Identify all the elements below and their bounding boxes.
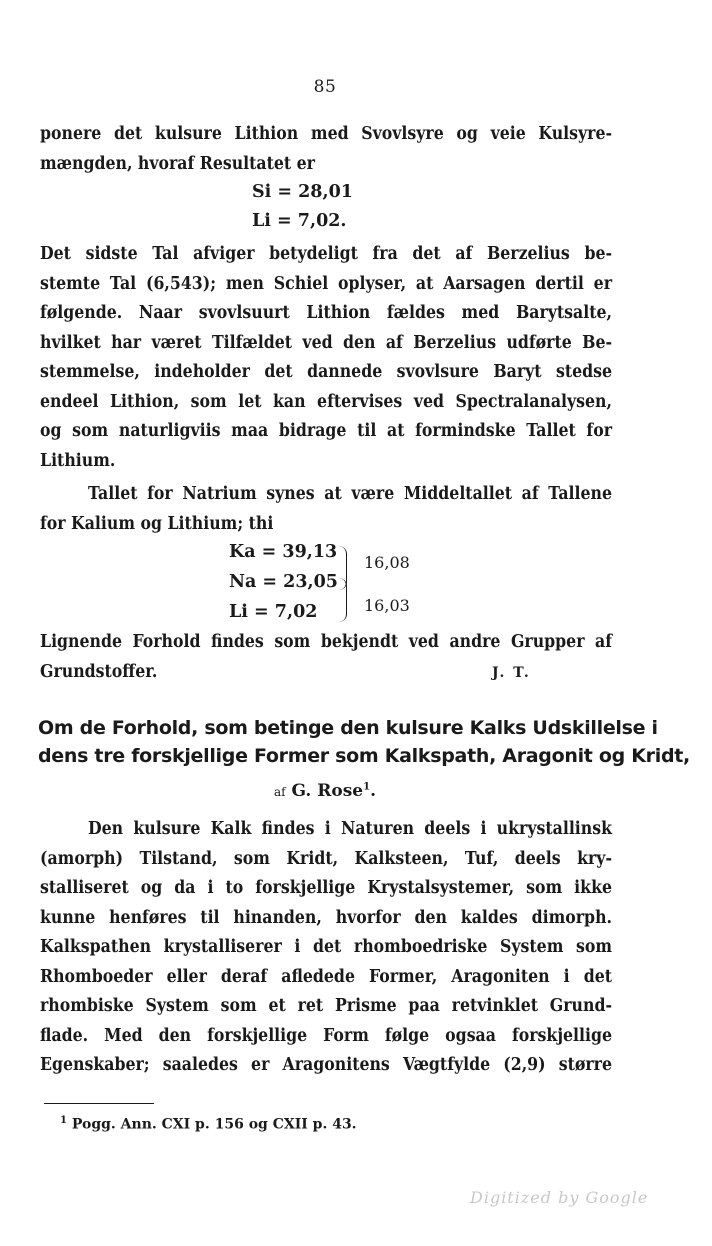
byline-period: . <box>370 781 377 801</box>
text-line: (amorph) Tilstand, som Kridt, Kalksteen, Tuf, deels kry- <box>40 848 612 869</box>
text-line: Grundstoffer. <box>40 661 158 682</box>
formula-li2: Li = 7,02 <box>229 602 318 622</box>
text-line: Den kulsure Kalk findes i Naturen deels i ukrystallinsk <box>88 819 612 839</box>
text-line: for Kalium og Lithium; thi <box>40 513 274 534</box>
text-line: Egenskaber; saaledes er Aragonitens Vægtfylde (2,9) større <box>40 1055 612 1075</box>
watermark: Digitized by Google <box>470 1188 649 1207</box>
formula-li: Li = 7,02. <box>252 211 347 231</box>
text-line: Lithium. <box>40 450 116 471</box>
text-line: flade. Med den forskjellige Form følge ogsaa forskjellige <box>40 1025 612 1046</box>
difference-2: 16,03 <box>364 596 410 615</box>
text-line: endeel Lithion, som let kan eftervises ved Spectralanalysen, <box>40 391 612 412</box>
footnote-mark: 1 <box>60 1115 67 1126</box>
paragraph-2 <box>40 240 612 476</box>
text-line: følgende. Naar svovlsuurt Lithion fældes med Barytsalte, <box>40 303 612 323</box>
text-line: stemte Tal (6,543); men Schiel oplyser, at Aarsagen dertil er <box>40 273 612 294</box>
text-line: rhombiske System som et ret Prisme paa retvinklet Grund- <box>40 996 612 1016</box>
footnote <box>60 1115 357 1133</box>
paragraph-3 <box>40 480 612 539</box>
signature: J. T. <box>492 665 531 681</box>
heading-line-1: Om de Forhold, som betinge den kulsure Kalks Udskillelse i <box>38 717 658 739</box>
formula-si: Si = 28,01 <box>252 182 353 202</box>
brace-lower <box>336 578 347 622</box>
formula-ka: Ka = 39,13 <box>229 542 338 562</box>
text-line: Det sidste Tal afviger betydeligt fra det af Berzelius be- <box>40 244 612 264</box>
text-line: Rhomboeder eller deraf afledede Former, Aragoniten i det <box>40 966 612 987</box>
footnote-rule <box>44 1103 154 1104</box>
heading-line-2: dens tre forskjellige Former som Kalkspath, Aragonit og Kridt, <box>38 745 690 767</box>
page-number: 85 <box>313 77 337 97</box>
byline <box>0 781 650 801</box>
byline-af: af <box>273 785 286 799</box>
text-line: Lignende Forhold findes som bekjendt ved andre Grupper af <box>40 632 612 652</box>
text-line: Tallet for Natrium synes at være Middeltallet af Tallene <box>88 484 612 504</box>
text-line: stemmelse, indeholder det dannede svovlsure Baryt stedse <box>40 362 612 382</box>
text-line: stalliseret og da i to forskjellige Krystalsystemer, som ikke <box>40 878 612 898</box>
footnote-text: Pogg. Ann. CXI p. 156 og CXII p. 43. <box>71 1116 357 1133</box>
byline-author: G. Rose <box>291 781 364 801</box>
text-line: mængden, hvoraf Resultatet er <box>40 153 315 174</box>
paragraph-1 <box>40 120 612 179</box>
article-heading <box>38 714 690 770</box>
paragraph-5 <box>40 815 612 1081</box>
text-line: og som naturligviis maa bidrage til at formindske Tallet for <box>40 421 612 441</box>
footnote-ref: 1 <box>363 781 371 793</box>
formula-na: Na = 23,05 <box>229 572 338 592</box>
difference-1: 16,08 <box>364 553 410 572</box>
text-line: ponere det kulsure Lithion med Svovlsyre og veie Kulsyre- <box>40 124 612 144</box>
text-line: Kalkspathen krystalliserer i det rhomboedriske System som <box>40 937 612 957</box>
text-line: kunne henføres til hinanden, hvorfor den kaldes dimorph. <box>40 907 612 928</box>
text-line: hvilket har været Tilfældet ved den af Berzelius udførte Be- <box>40 332 612 353</box>
